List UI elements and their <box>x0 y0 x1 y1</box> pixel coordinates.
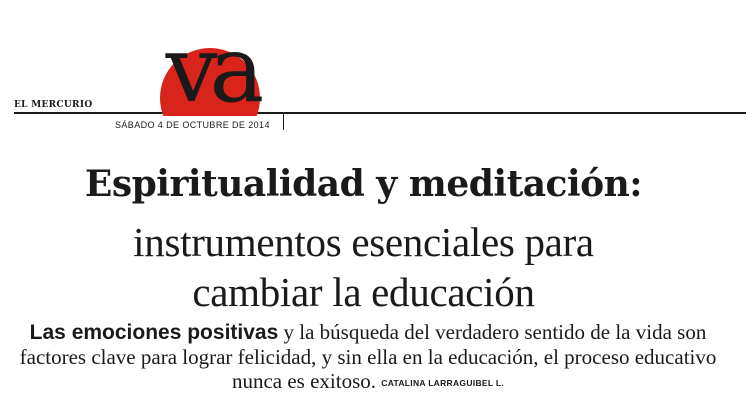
headline-line-2: instrumentos esenciales para <box>133 219 594 265</box>
headline-main: Espiritualidad y meditación: <box>84 163 643 205</box>
headline-line-3: cambiar la educación <box>192 269 535 315</box>
section-logo <box>158 46 264 116</box>
date-separator <box>283 114 284 130</box>
author-byline: CATALINA LARRAGUIBEL L. <box>381 378 505 389</box>
deck-lead: Las emociones positivas <box>29 321 279 344</box>
newspaper-name: EL MERCURIO <box>14 100 93 110</box>
deck-text: y la búsqueda del verdadero sentido de la vida son factores clave para lograr felicidad, y sin ella en la educación, el proceso educativo nunca es exitoso. <box>19 320 717 393</box>
logo-wordmark: va <box>165 46 257 116</box>
issue-date: SÁBADO 4 DE OCTUBRE DE 2014 <box>115 120 270 130</box>
article-deck <box>18 320 718 395</box>
masthead-rule <box>14 112 746 114</box>
